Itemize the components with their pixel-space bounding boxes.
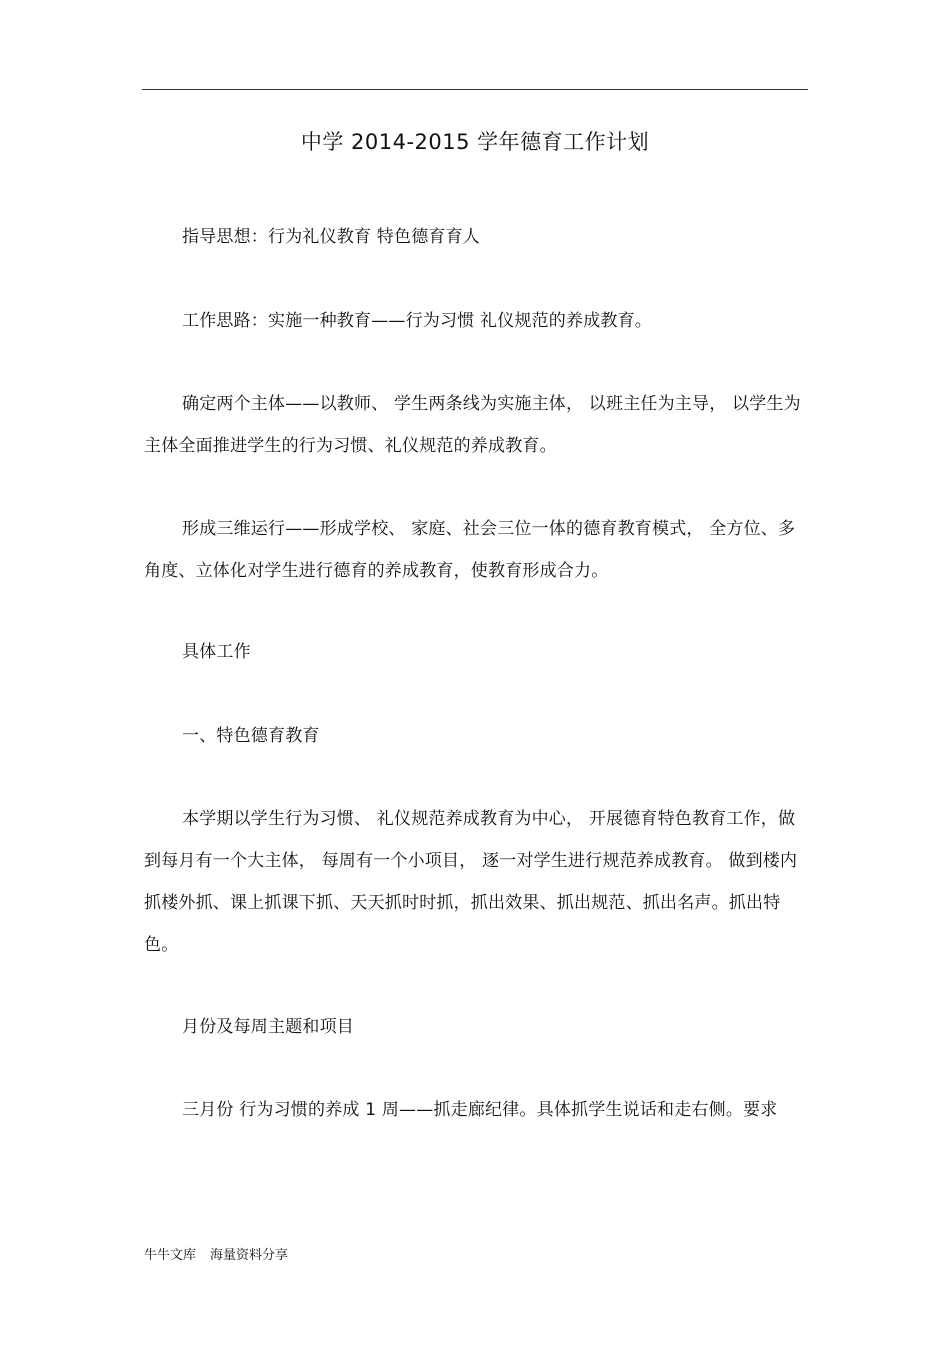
paragraph-specific-work: 具体工作 xyxy=(182,642,251,662)
paragraph-march: 三月份 行为习惯的养成 1 周——抓走廊纪律。具体抓学生说话和走右侧。要求 xyxy=(182,1100,778,1120)
paragraph-semester-plan: 本学期以学生行为习惯、 礼仪规范养成教育为中心， 开展德育特色教育工作，做到每月有一个大主体， 每周有一个小项目， 逐一对学生进行规范养成教育。 做到楼内抓楼外抓、课上抓课下抓、天天抓时时抓，抓出效果、抓出规范、抓出名声。抓出特色。 xyxy=(144,809,798,955)
header-rule xyxy=(142,89,808,90)
paragraph-two-subjects: 确定两个主体——以教师、 学生两条线为实施主体， 以班主任为主导， 以学生为主体全面推进学生的行为习惯、礼仪规范的养成教育。 xyxy=(144,394,801,456)
paragraph-three-dimensions: 形成三维运行——形成学校、 家庭、社会三位一体的德育教育模式， 全方位、多角度、立体化对学生进行德育的养成教育，使教育形成合力。 xyxy=(144,519,796,581)
footer-tagline: 海量资料分享 xyxy=(210,1248,289,1263)
paragraph-section-one: 一、特色德育教育 xyxy=(182,726,320,746)
page-title: 中学 2014-2015 学年德育工作计划 xyxy=(300,130,650,154)
paragraph-monthly-themes: 月份及每周主题和项目 xyxy=(182,1017,354,1037)
footer-brand: 牛牛文库 xyxy=(144,1248,197,1263)
paragraph-guiding-thought: 指导思想：行为礼仪教育 特色德育育人 xyxy=(182,227,481,247)
page-footer xyxy=(144,1247,288,1265)
paragraph-work-approach: 工作思路：实施一种教育——行为习惯 礼仪规范的养成教育。 xyxy=(182,311,653,331)
